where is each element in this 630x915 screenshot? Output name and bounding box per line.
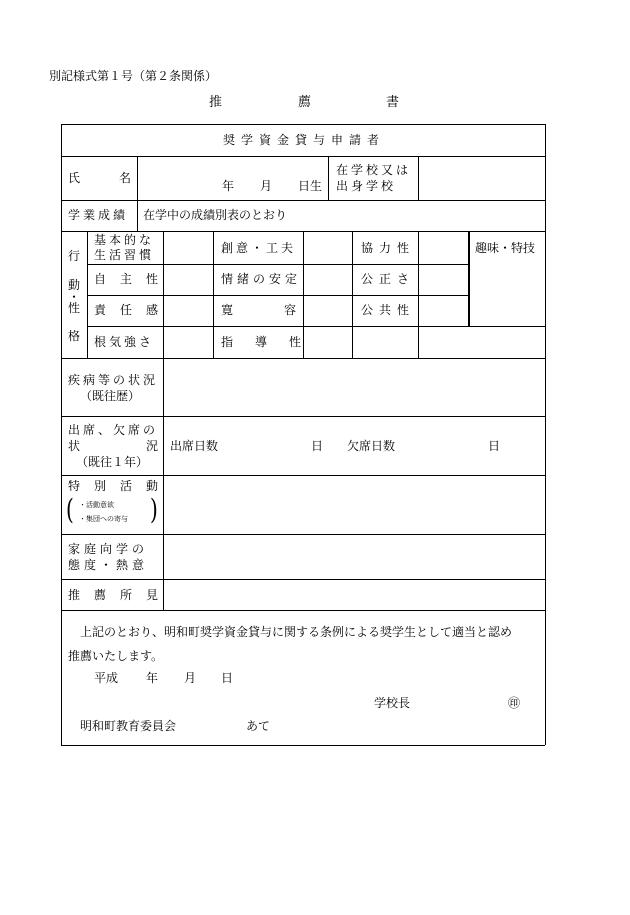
- birth-year-label: 年: [222, 179, 235, 193]
- grades-value: 在学中の成績別表のとおり: [143, 208, 288, 222]
- principal-label: 学校長: [374, 696, 411, 710]
- attendance-line-1: 出席、欠席の: [68, 423, 159, 437]
- illness-line-1: 疾病等の状況: [68, 373, 159, 387]
- creativity-label: 創意・工夫: [221, 241, 297, 255]
- fairness-label: 公正さ: [361, 272, 416, 286]
- cooperation-label: 協力性: [361, 241, 416, 255]
- special-activities-label: 特別活動: [68, 479, 173, 493]
- hobbies-label: 趣味・特技: [475, 241, 536, 255]
- emotional-stability-label: 情緒の安定: [221, 272, 302, 286]
- attendance-line-2a: 状: [68, 439, 81, 453]
- behavior-label-char-3: ・: [68, 290, 81, 304]
- attendance-days-unit: 日: [311, 439, 324, 453]
- title-char-3: 書: [386, 95, 400, 110]
- date-year: 年: [146, 671, 159, 685]
- birth-day-label: 日生: [298, 179, 323, 193]
- statement-line-2: 推薦いたします。: [68, 649, 164, 663]
- applicant-heading: 奨学資金貸与申請者: [223, 133, 386, 147]
- title-char-1: 推: [209, 95, 223, 110]
- name-label-char-2: 名: [119, 171, 132, 185]
- seal-mark: ㊞: [508, 696, 521, 710]
- birth-month-label: 月: [260, 179, 273, 193]
- special-sub-2: ・集団への寄与: [79, 515, 128, 523]
- recommendation-label: 推薦所見: [68, 588, 173, 602]
- illness-line-2: （既往歴）: [80, 389, 141, 403]
- name-label-char-1: 氏: [68, 171, 81, 185]
- addressee-suffix: あて: [246, 719, 271, 733]
- tolerance-label-char-1: 寛容: [221, 303, 348, 317]
- addressee: 明和町教育委員会: [80, 719, 177, 733]
- close-paren: ): [150, 492, 158, 526]
- date-era: 平成: [94, 671, 119, 685]
- independence-label: 自主性: [94, 272, 173, 286]
- title-char-2: 薦: [298, 95, 312, 110]
- family-line-2: 態度・熱意: [68, 558, 149, 572]
- habits-line-1: 基本的な: [94, 233, 155, 247]
- school-label-line-1: 在学校又は: [336, 163, 412, 177]
- perseverance-label: 根気強さ: [94, 335, 155, 349]
- date-day: 日: [221, 671, 234, 685]
- behavior-label-char-2: 動: [68, 278, 81, 292]
- school-label-line-2: 出身学校: [336, 179, 397, 193]
- public-spirit-label: 公共性: [361, 303, 416, 317]
- attendance-days-label: 出席日数: [170, 439, 219, 453]
- statement-line-1: 上記のとおり、明和町奨学資金貸与に関する条例による奨学生として適当と認め: [80, 625, 513, 639]
- behavior-label-char-5: 格: [68, 329, 81, 343]
- special-sub-1: ・活動意欲: [79, 501, 114, 509]
- open-paren: (: [66, 492, 74, 526]
- family-line-1: 家庭向学の: [68, 542, 149, 556]
- attendance-line-2b: 況: [146, 439, 159, 453]
- form-number: 別記様式第１号（第２条関係）: [49, 69, 218, 83]
- behavior-label-char-4: 性: [68, 301, 81, 315]
- absence-days-unit: 日: [488, 439, 501, 453]
- absence-days-label: 欠席日数: [347, 439, 396, 453]
- responsibility-label: 責任感: [94, 303, 173, 317]
- date-month: 月: [184, 671, 197, 685]
- habits-line-2: 生活習慣: [94, 248, 155, 262]
- behavior-label-char-1: 行: [68, 249, 81, 263]
- leadership-label: 指導性: [221, 335, 324, 349]
- attendance-line-3: （既往１年）: [76, 455, 149, 469]
- grades-label: 学業成績: [68, 208, 129, 222]
